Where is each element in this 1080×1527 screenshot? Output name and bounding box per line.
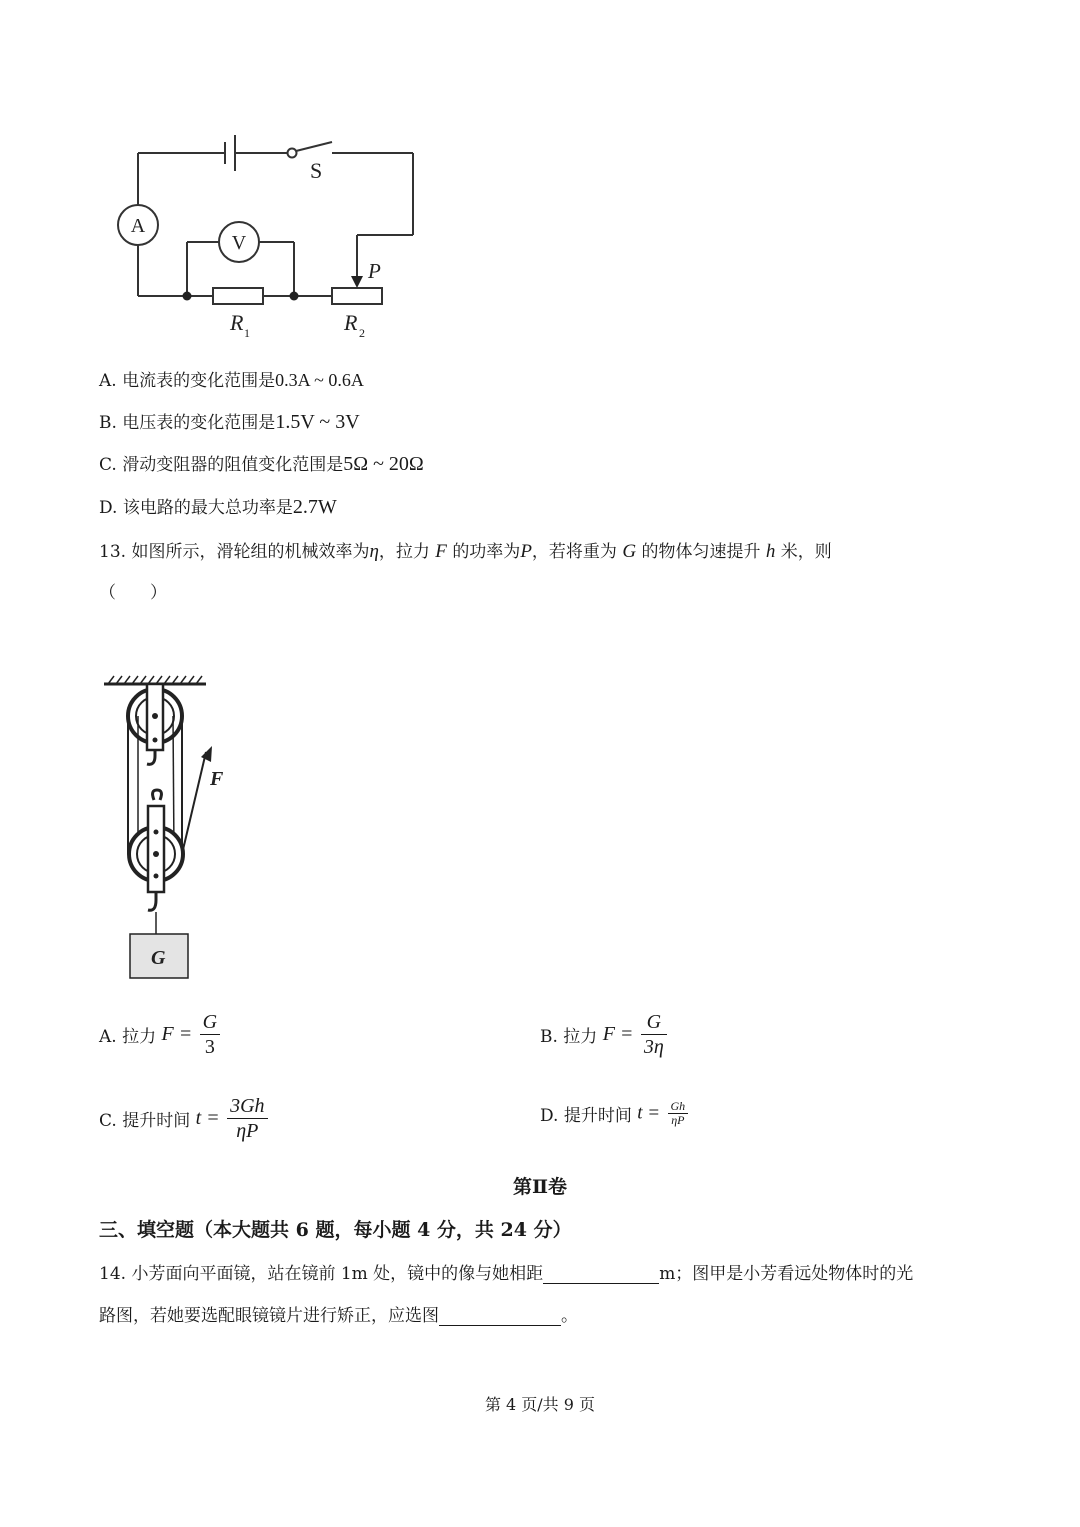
- q13-option-d-prefix: D. 提升时间: [540, 1106, 632, 1126]
- q14-text-2: m；图甲是小芳看远处物体时的光: [659, 1264, 914, 1284]
- fraction-numerator: Gh: [668, 1100, 689, 1114]
- option-a-value: 0.3A ~ 0.6A: [275, 370, 364, 390]
- r2-subscript: 2: [359, 326, 365, 340]
- q13-number: 13.: [99, 542, 127, 562]
- q13-P: P: [520, 541, 532, 562]
- q13-option-a: [99, 1010, 222, 1059]
- section-title: 三、填空题（本大题共 6 题，每小题 4 分，共 24 分）: [99, 1219, 572, 1241]
- q14-text-4: 。: [561, 1306, 578, 1326]
- q13-option-a-prefix: A. 拉力: [99, 1027, 157, 1047]
- q13-option-c-prefix: C. 提升时间: [99, 1111, 191, 1131]
- q13-text-4: ，若将重为: [531, 542, 617, 562]
- q13-text-2: ，拉力: [378, 542, 430, 562]
- q13-option-c-fraction: [227, 1094, 267, 1143]
- pulley-diagram: [100, 672, 240, 982]
- switch-label: S: [310, 158, 323, 183]
- q13-option-d-lhs: t =: [637, 1102, 661, 1124]
- q13-option-b-prefix: B. 拉力: [540, 1027, 598, 1047]
- q13-option-b: [540, 1010, 669, 1059]
- q13-F: F: [435, 541, 447, 562]
- q13-text-1: 如图所示，滑轮组的机械效率为: [131, 542, 370, 562]
- fraction-numerator: G: [200, 1010, 220, 1035]
- q13-option-d: [540, 1100, 690, 1127]
- fraction-denominator: 3η: [643, 1036, 664, 1058]
- r1-label: R: [230, 310, 244, 335]
- q14-text-1: 14. 小芳面向平面镜，站在镜前 1m 处，镜中的像与她相距: [99, 1264, 544, 1284]
- q13-stem: [99, 537, 832, 563]
- q13-text-5: 的物体匀速提升: [641, 542, 761, 562]
- option-b-prefix: B. 电压表的变化范围是: [99, 413, 276, 433]
- option-a-prefix: A. 电流表的变化范围是: [99, 371, 276, 391]
- q13-option-b-fraction: [641, 1010, 667, 1059]
- option-c-prefix: C. 滑动变阻器的阻值变化范围是: [99, 455, 344, 475]
- q13-G: G: [622, 541, 637, 562]
- q12-option-c: [99, 450, 424, 476]
- ammeter-label: A: [130, 215, 146, 237]
- option-b-value: 1.5V ~ 3V: [275, 411, 360, 433]
- volume-title: 第Ⅱ卷: [512, 1176, 567, 1198]
- q12-option-a: [99, 366, 364, 391]
- q14-blank-2[interactable]: [439, 1307, 561, 1326]
- q13-option-a-fraction: [200, 1010, 220, 1059]
- q13-option-b-lhs: F =: [602, 1023, 634, 1045]
- q13-text-6: 米，则: [780, 542, 832, 562]
- q14-text-3: 路图，若她要选配眼镜镜片进行矫正，应选图: [99, 1306, 439, 1326]
- q13-option-c-lhs: t =: [195, 1107, 220, 1129]
- circuit-diagram: [100, 120, 430, 350]
- fraction-numerator: 3Gh: [227, 1094, 267, 1119]
- q14-line-1: [99, 1259, 913, 1284]
- q12-option-b: [99, 408, 360, 434]
- q14-blank-1[interactable]: [543, 1265, 659, 1284]
- option-d-value: 2.7W: [292, 496, 337, 518]
- fraction-numerator: G: [641, 1010, 667, 1035]
- weight-label: G: [151, 947, 166, 969]
- page-footer: 第 4 页/共 9 页: [484, 1395, 596, 1414]
- q13-answer-paren: （ ）: [99, 583, 167, 603]
- r1-subscript: 1: [244, 326, 250, 340]
- q13-option-d-fraction: [668, 1100, 689, 1127]
- voltmeter-label: V: [231, 232, 247, 254]
- q14-line-2: [99, 1301, 578, 1326]
- force-label: F: [210, 768, 224, 790]
- q13-eta: η: [369, 541, 379, 562]
- r2-label: R: [344, 310, 358, 335]
- q12-option-d: [99, 493, 337, 519]
- q13-text-3: 的功率为: [452, 542, 521, 562]
- option-c-value: 5Ω ~ 20Ω: [343, 453, 424, 475]
- fraction-denominator: ηP: [236, 1120, 259, 1142]
- fraction-denominator: 3: [204, 1036, 215, 1058]
- q13-h: h: [765, 541, 776, 562]
- slider-label: P: [368, 259, 381, 283]
- q13-option-c: [99, 1094, 270, 1143]
- q13-option-a-lhs: F =: [161, 1023, 193, 1045]
- option-d-prefix: D. 该电路的最大总功率是: [99, 498, 293, 518]
- fraction-denominator: ηP: [671, 1113, 685, 1127]
